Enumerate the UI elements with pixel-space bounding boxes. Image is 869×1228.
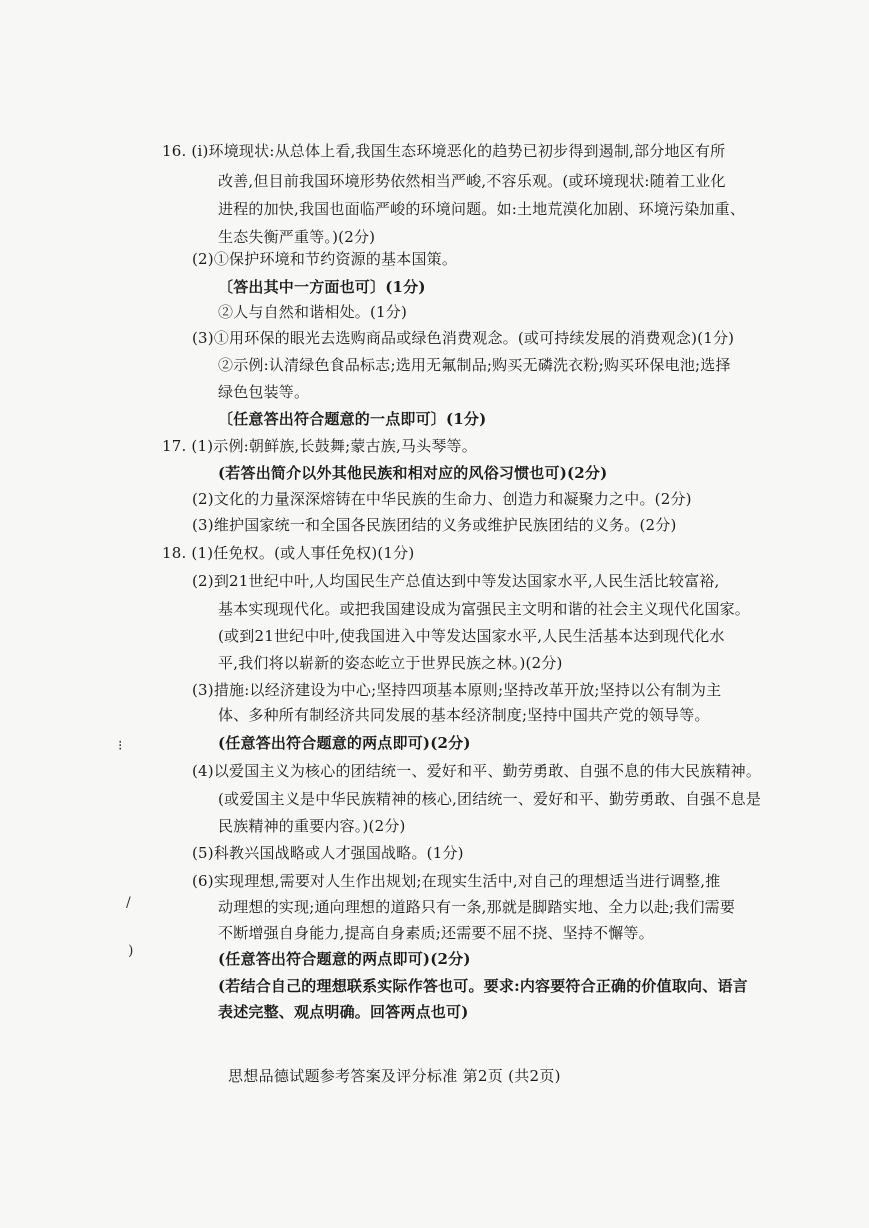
q17-line-4: (3)维护国家统一和全国各民族团结的义务或维护民族团结的义务。(2分) bbox=[192, 516, 677, 534]
scan-mark: ) bbox=[128, 943, 134, 959]
scan-mark: / bbox=[126, 895, 131, 911]
q16-line-5: (2)①保护环境和节约资源的基本国策。 bbox=[192, 250, 458, 268]
q16-line-10: 绿色包装等。 bbox=[218, 383, 310, 401]
q18-line-12: (5)科教兴国战略或人才强国战略。(1分) bbox=[192, 844, 464, 862]
q18-line-6: (3)措施:以经济建设为中心;坚持四项基本原则;坚持改革开放;坚持以公有制为主 bbox=[192, 681, 722, 699]
q18-line-18: 表述完整、观点明确。回答两点也可) bbox=[218, 1003, 469, 1021]
q18-line-10: (或爱国主义是中华民族精神的核心,团结统一、爱好和平、勤劳勇敢、自强不息是 bbox=[218, 790, 762, 808]
q16-line-1: 16. (ⅰ)环境现状:从总体上看,我国生态环境恶化的趋势已初步得到遏制,部分地区有所 bbox=[162, 142, 726, 160]
q18-line-9: (4)以爱国主义为核心的团结统一、爱好和平、勤劳勇敢、自强不息的伟大民族精神。 bbox=[192, 762, 762, 780]
q16-line-3: 进程的加快,我国也面临严峻的环境问题。如:土地荒漠化加剧、环境污染加重、 bbox=[218, 200, 746, 218]
q16-line-8: (3)①用环保的眼光去选购商品或绿色消费观念。(或可持续发展的消费观念)(1分) bbox=[192, 329, 735, 347]
q18-line-11: 民族精神的重要内容。)(2分) bbox=[218, 817, 406, 835]
scan-mark: ⁝ bbox=[118, 738, 123, 754]
q16-line-11: 〔任意答出符合题意的一点即可〕(1分) bbox=[218, 410, 487, 428]
q18-line-3: 基本实现现代化。或把我国建设成为富强民主文明和谐的社会主义现代化国家。 bbox=[218, 600, 751, 618]
q16-line-2: 改善,但目前我国环境形势依然相当严峻,不容乐观。(或环境现状:随着工业化 bbox=[218, 172, 726, 190]
q17-line-2: (若答出简介以外其他民族和相对应的风俗习惯也可)(2分) bbox=[218, 464, 608, 482]
q16-line-6: 〔答出其中一方面也可〕(1分) bbox=[218, 278, 426, 296]
q18-line-17: (若结合自己的理想联系实际作答也可。要求:内容要符合正确的价值取向、语言 bbox=[218, 977, 748, 995]
q18-line-14: 动理想的实现;通向理想的道路只有一条,那就是脚踏实地、全力以赴;我们需要 bbox=[218, 898, 736, 916]
q16-line-4: 生态失衡严重等。)(2分) bbox=[218, 228, 376, 246]
q16-line-9: ②示例:认清绿色食品标志;选用无氟制品;购买无磷洗衣粉;购买环保电池;选择 bbox=[218, 356, 731, 374]
q17-line-1: 17. (1)示例:朝鲜族,长鼓舞;蒙古族,马头琴等。 bbox=[162, 437, 477, 455]
q18-line-15: 不断增强自身能力,提高自身素质;还需要不屈不挠、坚持不懈等。 bbox=[218, 924, 654, 942]
q16-line-7: ②人与自然和谐相处。(1分) bbox=[218, 303, 408, 321]
q18-line-7: 体、多种所有制经济共同发展的基本经济制度;坚持中国共产党的领导等。 bbox=[218, 706, 710, 724]
q18-line-8: (任意答出符合题意的两点即可)(2分) bbox=[218, 734, 471, 752]
q18-line-16: (任意答出符合题意的两点即可)(2分) bbox=[218, 950, 471, 968]
q18-line-13: (6)实现理想,需要对人生作出规划;在现实生活中,对自己的理想适当进行调整,推 bbox=[192, 872, 721, 890]
q18-line-5: 平,我们将以崭新的姿态屹立于世界民族之林。)(2分) bbox=[218, 654, 563, 672]
q17-line-3: (2)文化的力量深深熔铸在中华民族的生命力、创造力和凝聚力之中。(2分) bbox=[192, 490, 692, 508]
q18-line-1: 18. (1)任免权。(或人事任免权)(1分) bbox=[162, 544, 415, 562]
q18-line-4: (或到21世纪中叶,使我国进入中等发达国家水平,人民生活基本达到现代化水 bbox=[218, 627, 725, 645]
q18-line-2: (2)到21世纪中叶,人均国民生产总值达到中等发达国家水平,人民生活比较富裕, bbox=[192, 572, 720, 590]
page-footer: 思想品德试题参考答案及评分标准 第2页 (共2页) bbox=[228, 1067, 561, 1085]
